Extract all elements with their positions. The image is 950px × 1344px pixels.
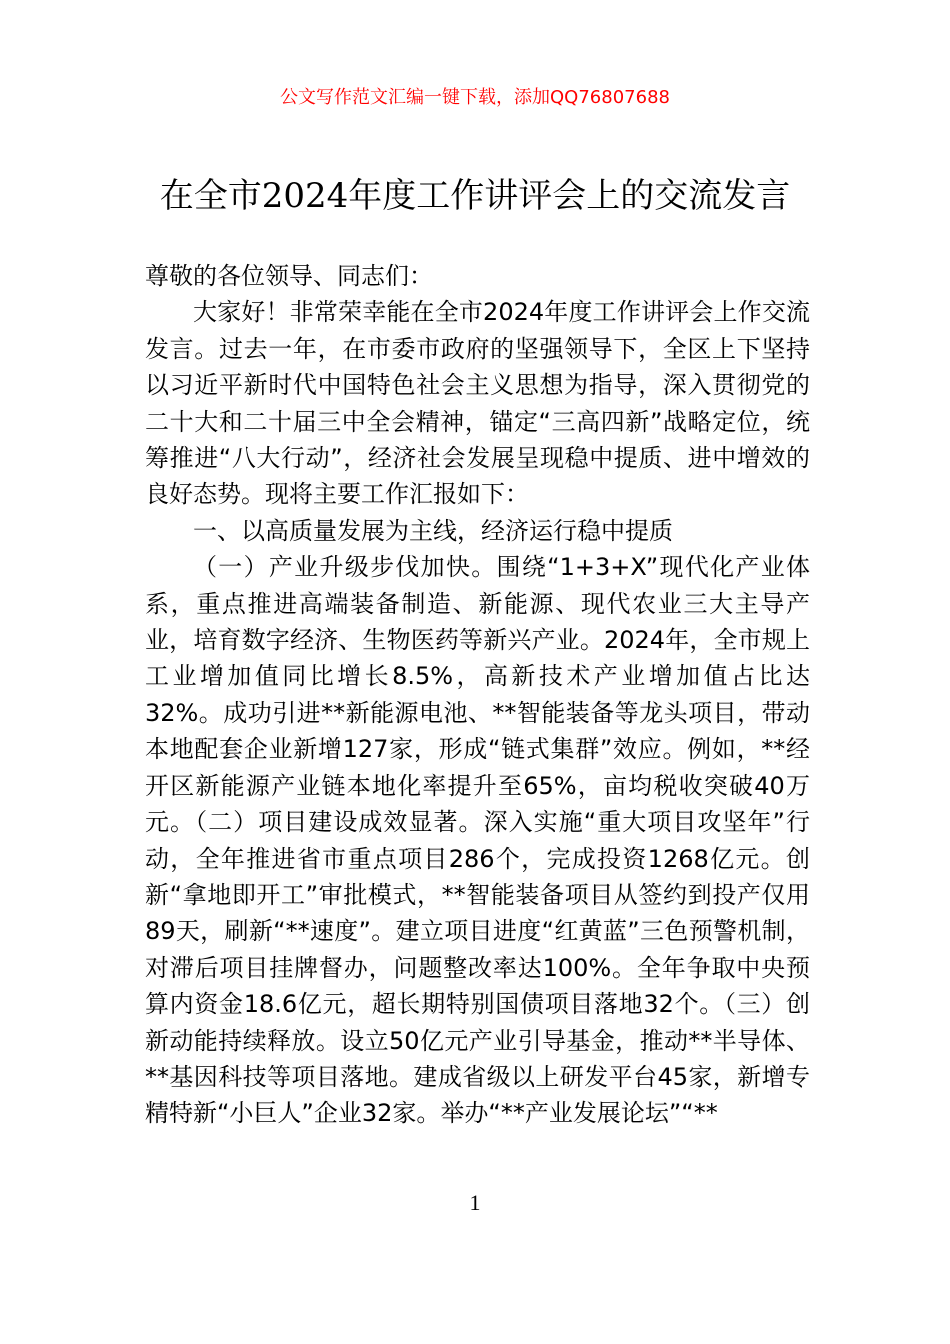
paragraph-opening: 大家好！非常荣幸能在全市2024年度工作讲评会上作交流发言。过去一年，在市委市政府的坚强领导下，全区上下坚持以习近平新时代中国特色社会主义思想为指导，深入贯彻党的二十大和二十届三中全会精神，锚定“三高四新”战略定位，统筹推进“八大行动”，经济社会发展呈现稳中提质、进中增效的良好态势。现将主要工作汇报如下： xyxy=(145,298,810,509)
document-title: 在全市2024年度工作讲评会上的交流发言 xyxy=(159,176,791,216)
section-heading-1: 一、以高质量发展为主线，经济运行稳中提质 xyxy=(193,516,673,545)
document-body xyxy=(145,258,810,1132)
download-notice: 公文写作范文汇编一键下载，添加QQ76807688 xyxy=(280,87,670,108)
paragraph-section-1: （一）产业升级步伐加快。围绕“1+3+X”现代化产业体系，重点推进高端装备制造、新能源、现代农业三大主导产业，培育数字经济、生物医药等新兴产业。2024年，全市规上工业增加值同比增长8.5%，高新技术产业增加值占比达32%。成功引进**新能源电池、**智能装备等龙头项目，带动本地配套企业新增127家，形成“链式集群”效应。例如，**经开区新能源产业链本地化率提升至65%，亩均税收突破40万元。（二）项目建设成效显著。深入实施“重大项目攻坚年”行动，全年推进省市重点项目286个，完成投资1268亿元。创新“拿地即开工”审批模式，**智能装备项目从签约到投产仅用89天，刷新“**速度”。建立项目进度“红黄蓝”三色预警机制，对滞后项目挂牌督办，问题整改率达100%。全年争取中央预算内资金18.6亿元，超长期特别国债项目落地32个。（三）创新动能持续释放。设立50亿元产业引导基金，推动**半导体、**基因科技等项目落地。建成省级以上研发平台45家，新增专精特新“小巨人”企业32家。举办“**产业发展论坛”“** xyxy=(145,553,810,1128)
salutation: 尊敬的各位领导、同志们： xyxy=(145,262,433,290)
page-number: 1 xyxy=(469,1190,481,1215)
